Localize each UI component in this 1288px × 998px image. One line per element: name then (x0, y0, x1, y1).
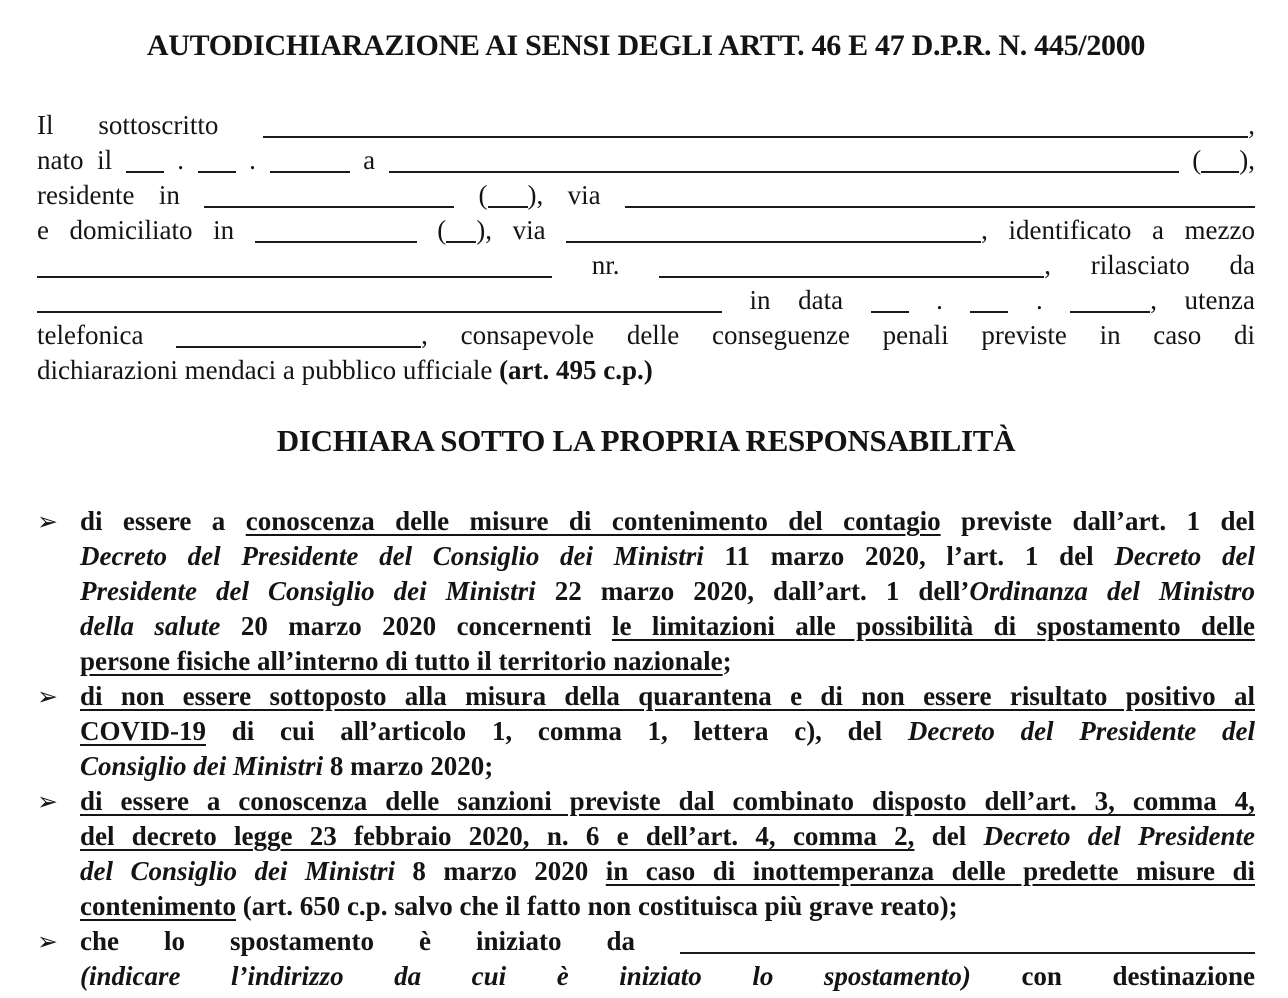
declaration-item (37, 784, 1255, 924)
field-domicilio-provincia[interactable] (446, 241, 476, 243)
text-segment: 8 marzo 2020; (323, 751, 494, 781)
declaration-item (37, 679, 1255, 784)
declaration-line (80, 854, 1255, 889)
field-documento-tipo[interactable] (37, 276, 552, 278)
text-segment: ), via (476, 215, 567, 245)
declaration-line (80, 679, 1255, 714)
text-segment: dichiarazioni mendaci a pubblico ufficiale (37, 355, 500, 385)
form-line (37, 353, 1255, 388)
text-segment: contenimento (80, 891, 236, 921)
text-segment: COVID-19 (80, 716, 206, 746)
declarations-list (37, 504, 1255, 994)
text-segment: Decreto del (1114, 541, 1255, 571)
form-line (37, 318, 1255, 353)
declaration-line (80, 749, 1255, 784)
form-line (37, 213, 1255, 248)
text-segment: ( (1178, 145, 1202, 175)
text-segment: di essere a conoscenza delle sanzioni previste dal combinato disposto dell’art. 3, comma 4, (80, 786, 1255, 816)
text-segment: Il sottoscritto (37, 110, 264, 140)
text-segment: ), (1239, 145, 1255, 175)
text-segment: di essere a (80, 506, 246, 536)
text-segment: , rilasciato da (1044, 250, 1255, 280)
form-line (37, 108, 1255, 143)
text-segment: con destinazione (970, 961, 1255, 991)
field-rilascio-anno[interactable] (1070, 311, 1150, 313)
form-line (37, 283, 1255, 318)
declaration-line (80, 959, 1255, 994)
bullet-arrow-icon: ➢ (37, 509, 58, 536)
declaration-item (37, 924, 1255, 994)
text-segment: del (914, 821, 984, 851)
text-segment: del decreto legge 23 febbraio 2020, n. 6 e dell’art. 4, comma 2, (80, 821, 915, 851)
field-nato-mese[interactable] (198, 171, 236, 173)
bullet-arrow-icon: ➢ (37, 789, 58, 816)
field-residenza-comune[interactable] (204, 206, 454, 208)
text-segment: ( (416, 215, 447, 245)
declaration-line (80, 504, 1255, 539)
text-segment: telefonica (37, 320, 177, 350)
text-segment: (art. 495 c.p.) (499, 355, 653, 385)
form-line (37, 248, 1255, 283)
field-rilascio-giorno[interactable] (871, 311, 909, 313)
field-nato-giorno[interactable] (126, 171, 164, 173)
field-spostamento-iniziato-da[interactable] (680, 952, 1255, 954)
text-segment: conoscenza delle misure di contenimento del contagio (245, 506, 941, 536)
text-segment: . (163, 145, 198, 175)
text-segment: 22 marzo 2020, dall’art. 1 dell’ (535, 576, 970, 606)
text-segment: a (349, 145, 389, 175)
field-utenza-telefonica[interactable] (176, 346, 421, 348)
text-segment: del Consiglio dei Ministri (80, 856, 395, 886)
text-segment: Decreto del Presidente (983, 821, 1255, 851)
declaration-line (80, 784, 1255, 819)
field-residenza-via[interactable] (625, 206, 1255, 208)
field-domicilio-via[interactable] (566, 241, 981, 243)
field-residenza-provincia[interactable] (488, 206, 528, 208)
text-segment: , identificato a mezzo (981, 215, 1255, 245)
text-segment: (art. 650 c.p. salvo che il fatto non costituisca più grave reato); (235, 891, 958, 921)
text-segment: ; (722, 646, 732, 676)
field-sottoscritto[interactable] (263, 136, 1248, 138)
text-segment: della salute (80, 611, 221, 641)
text-segment: le limitazioni alle possibilità di spostamento delle (611, 611, 1255, 641)
text-segment: Consiglio dei Ministri (80, 751, 324, 781)
text-segment: Ordinanza del Ministro (969, 576, 1256, 606)
text-segment: 20 marzo 2020 concernenti (220, 611, 612, 641)
text-segment: che lo spostamento è iniziato da (80, 926, 680, 956)
field-documento-numero[interactable] (659, 276, 1044, 278)
declaration-line (80, 819, 1255, 854)
field-nato-anno[interactable] (270, 171, 350, 173)
field-nato-luogo[interactable] (389, 171, 1179, 173)
text-segment: 8 marzo 2020 (394, 856, 606, 886)
text-segment: . (1008, 285, 1071, 315)
field-documento-rilasciato-da[interactable] (37, 311, 722, 313)
text-segment: , utenza (1150, 285, 1255, 315)
declaration-line (80, 539, 1255, 574)
text-segment: (indicare l’indirizzo da cui è iniziato lo spostamento) (80, 961, 971, 991)
bullet-arrow-icon: ➢ (37, 684, 58, 711)
text-segment: residente in (37, 180, 205, 210)
field-domicilio-comune[interactable] (255, 241, 417, 243)
text-segment: Decreto del Presidente del Consiglio dei Ministri (80, 541, 704, 571)
declaration-line (80, 574, 1255, 609)
form-line (37, 178, 1255, 213)
text-segment: persone fisiche all’interno di tutto il territorio nazionale (80, 646, 723, 676)
field-rilascio-mese[interactable] (970, 311, 1008, 313)
text-segment: di cui all’articolo 1, comma 1, lettera c), del (206, 716, 908, 746)
text-segment: di non essere sottoposto alla misura della quarantena e di non essere risultato positivo al (80, 681, 1255, 711)
text-segment: in data (722, 285, 871, 315)
text-segment: , (1248, 110, 1255, 140)
text-segment: . (908, 285, 971, 315)
document-title: AUTODICHIARAZIONE AI SENSI DEGLI ARTT. 46 E 47 D.P.R. N. 445/2000 (146, 29, 1146, 62)
text-segment: 11 marzo 2020, l’art. 1 del (703, 541, 1115, 571)
declaration-line (80, 609, 1255, 644)
text-segment: . (235, 145, 270, 175)
bullet-arrow-icon: ➢ (37, 929, 58, 956)
declaration-line (80, 714, 1255, 749)
text-segment: Presidente del Consiglio dei Ministri (80, 576, 536, 606)
text-segment: e domiciliato in (37, 215, 255, 245)
form-line (37, 143, 1255, 178)
declaration-line (80, 644, 1255, 679)
field-nato-provincia[interactable] (1201, 171, 1239, 173)
text-segment: nato il (37, 145, 126, 175)
declaration-heading: DICHIARA SOTTO LA PROPRIA RESPONSABILITÀ (276, 423, 1016, 458)
text-segment: in caso di inottemperanza delle predette misure di (605, 856, 1255, 886)
text-segment: Decreto del Presidente del (907, 716, 1255, 746)
declaration-line (80, 889, 1255, 924)
text-segment: nr. (552, 250, 660, 280)
text-segment: ( (454, 180, 488, 210)
text-segment: previste dall’art. 1 del (940, 506, 1256, 536)
declaration-line (80, 924, 1255, 959)
text-segment: ), via (527, 180, 625, 210)
declaration-item (37, 504, 1255, 679)
text-segment: , consapevole delle conseguenze penali previste in caso di (421, 320, 1256, 350)
intro-section (37, 108, 1255, 388)
